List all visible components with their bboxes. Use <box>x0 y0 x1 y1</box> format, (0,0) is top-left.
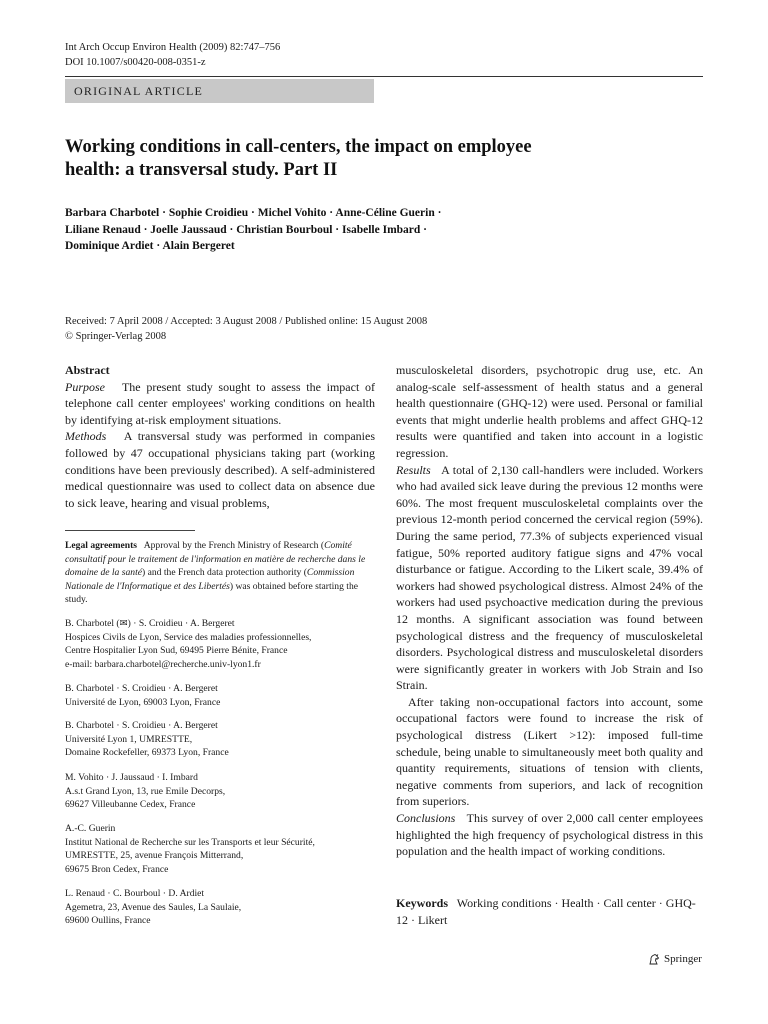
article-title <box>65 136 685 182</box>
purpose-text: The present study sought to assess the impact of telephone call center employees' working conditions on health by identifying at-risk employment situations. <box>65 379 375 427</box>
methods-label: Methods <box>65 429 107 444</box>
affiliation-line: Centre Hospitalier Lyon Sud, 69495 Pierre Bénite, France <box>65 645 288 657</box>
header-rule <box>65 76 703 77</box>
affiliation-line: Institut National de Recherche sur les Transports et leur Sécurité, <box>65 836 315 848</box>
results-continued: After taking non-occupational factors into account, some occupational factors were found to increase the risk of psychological distress (Likert >12): imposed full-time schedule, being unable to simultaneously meet both quality and quantity requirements, situations of tension with clients, negative comments from superiors, and lack of recognition from superiors. <box>396 694 703 809</box>
legal-text-3: ) was obtained before starting the study. <box>65 580 359 606</box>
affiliation-line: 69600 Oullins, France <box>65 915 151 927</box>
affiliation-line: M. Vohito · J. Jaussaud · I. Imbard <box>65 772 198 783</box>
legal-text-2: ) and the French data protection authority ( <box>142 567 307 579</box>
article-type-banner: ORIGINAL ARTICLE <box>65 79 374 103</box>
legal-text-1: Approval by the French Ministry of Research ( <box>143 540 325 551</box>
abstract-left-column <box>65 362 375 511</box>
conclusions-label: Conclusions <box>396 811 456 826</box>
copyright: © Springer-Verlag 2008 <box>65 330 167 342</box>
affiliation-line: Agemetra, 23, Avenue des Saules, La Saulaie, <box>65 901 242 913</box>
methods-continued: musculoskeletal disorders, psychotropic drug use, etc. An analog-scale self-assessment of health status and a general health questionnaire (GHQ-12) were used. Personal or familial events that might underlie health problems and affect GHQ-12 results were quantified and taken into account in a logistic regression. <box>396 363 703 460</box>
affiliation-line: Domaine Rockefeller, 69373 Lyon, France <box>65 747 229 759</box>
legal-italic-2: Commission Nationale de l'Informatique et des Libertés <box>65 567 355 592</box>
affiliation-block <box>65 771 375 812</box>
keywords-label: Keywords <box>396 896 448 910</box>
affiliation-block <box>65 719 375 760</box>
affiliation-block <box>65 822 375 876</box>
author-list <box>65 205 665 255</box>
affiliation-line: Université de Lyon, 69003 Lyon, France <box>65 696 221 708</box>
affiliation-line: A.s.t Grand Lyon, 13, rue Emile Decorps, <box>65 785 226 797</box>
keywords <box>396 895 703 928</box>
publisher-logo <box>648 951 702 967</box>
dates-line: Received: 7 April 2008 / Accepted: 3 August 2008 / Published online: 15 August 2008 <box>65 316 428 327</box>
affiliation-line: UMRESTTE, 25, avenue François Mitterrand, <box>65 850 244 862</box>
footnote-divider <box>65 530 195 531</box>
doi: DOI 10.1007/s00420-008-0351-z <box>65 57 206 68</box>
affiliation-line: B. Charbotel · S. Croidieu · A. Bergeret <box>65 720 218 731</box>
purpose-label: Purpose <box>65 379 105 394</box>
publication-dates <box>65 315 427 344</box>
conclusions-text: This survey of over 2,000 call center employees highlighted the high frequency of psychological distress in this population and the health impact of working conditions. <box>396 811 703 859</box>
author-line: Dominique Ardiet · Alain Bergeret <box>65 240 235 252</box>
legal-italic-1: Comité consultatif pour le traitement de l'information en matière de recherche dans le domaine de la santé <box>65 540 366 579</box>
affiliation-block <box>65 887 375 928</box>
journal-citation: Int Arch Occup Environ Health (2009) 82:747–756 <box>65 42 281 53</box>
abstract-conclusions <box>396 810 703 860</box>
affiliation-block <box>65 682 375 709</box>
methods-text: A transversal study was performed in companies followed by 47 occupational physicians taking part (working conditions have been previously described). A self-administered medical questionnaire was used to collect data on absence due to sick leave, hearing and visual problems, <box>65 429 375 510</box>
results-text: A total of 2,130 call-handlers were included. Workers who had availed sick leave during the previous 12 months were 60%. The most frequent musculoskeletal complaints over the previous 12-month period concerned the cervical region (59%). During the same period, 77.3% of subjects experienced visual fatigue, 50% reported auditory fatigue signs and 47% vocal disturbance or fatigue. According to the Likert scale, 39.4% of workers had showed psychological distress. Almost 24% of the workers had used psychoactive medication during the previous 12 months. A significant association was found between psychological distress and the frequency of musculoskeletal disorders. Psychological distress and musculoskeletal disorders were significantly greater in workers with Job Strain and Iso Strain. <box>396 462 703 693</box>
affiliation-block <box>65 617 375 671</box>
abstract-purpose <box>65 379 375 429</box>
publisher-name: Springer <box>664 953 702 965</box>
affiliation-line: B. Charbotel · S. Croidieu · A. Bergeret <box>65 683 218 694</box>
affiliation-line: Université Lyon 1, UMRESTTE, <box>65 733 193 745</box>
affiliation-line: L. Renaud · C. Bourboul · D. Ardiet <box>65 888 205 899</box>
abstract-heading: Abstract <box>65 363 110 377</box>
legal-label: Legal agreements <box>65 540 138 551</box>
abstract-right-column <box>396 362 703 860</box>
title-line: health: a transversal study. Part II <box>65 160 338 180</box>
abstract-results <box>396 462 703 694</box>
affiliation-line: 69627 Villeubanne Cedex, France <box>65 799 196 811</box>
author-line: Liliane Renaud · Joelle Jaussaud · Christian Bourboul · Isabelle Imbard · <box>65 223 428 236</box>
abstract-methods <box>65 428 375 511</box>
affiliation-line: A.-C. Guerin <box>65 823 116 834</box>
affiliation-line: B. Charbotel (✉) · S. Croidieu · A. Bergeret <box>65 618 235 629</box>
results-label: Results <box>396 462 431 477</box>
affiliation-email[interactable]: e-mail: barbara.charbotel@recherche.univ-lyon1.fr <box>65 658 261 670</box>
author-line: Barbara Charbotel · Sophie Croidieu · Michel Vohito · Anne-Céline Guerin · <box>65 207 442 219</box>
affiliation-line: Hospices Civils de Lyon, Service des maladies professionnelles, <box>65 631 312 643</box>
legal-agreements <box>65 539 375 607</box>
affiliation-line: 69675 Bron Cedex, France <box>65 863 169 875</box>
keywords-text: Working conditions · Health · Call center · GHQ-12 · Likert <box>396 896 696 927</box>
title-line: Working conditions in call-centers, the impact on employee <box>65 137 532 157</box>
springer-horse-icon <box>648 953 661 966</box>
